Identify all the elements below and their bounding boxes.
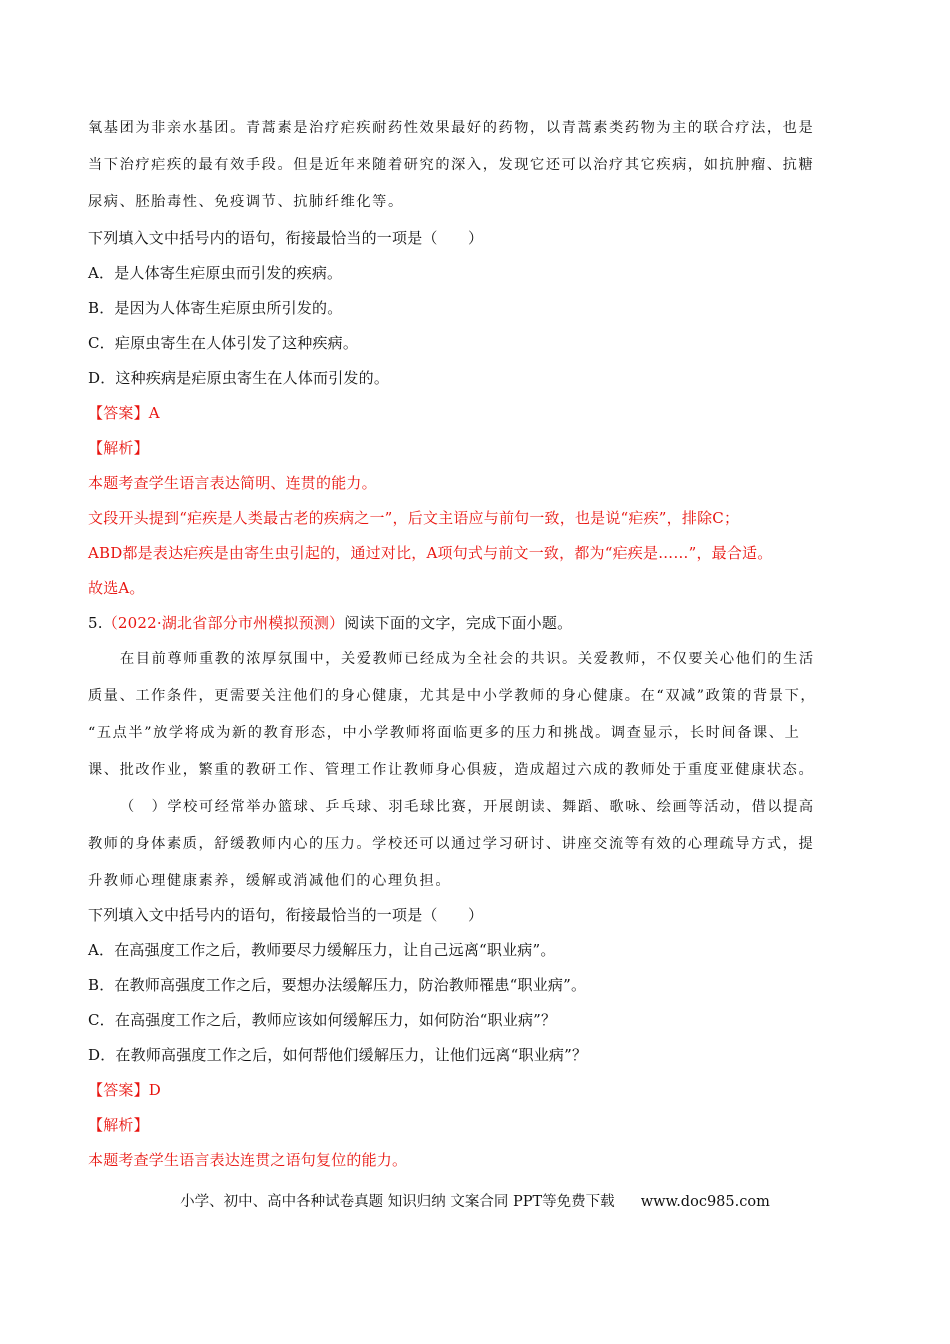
q4-analysis-line-4: 故选A。 (88, 579, 145, 597)
q5-option-b: B．在教师高强度工作之后，要想办法缓解压力，防治教师罹患“职业病”。 (88, 976, 587, 994)
q4-option-a: A．是人体寄生疟原虫而引发的疾病。 (88, 264, 343, 282)
q5-analysis-line-1: 本题考查学生语言表达连贯之语句复位的能力。 (88, 1151, 408, 1169)
q5-passage-line-6: 教师的身体素质，舒缓教师内心的压力。学校还可以通过学习研讨、讲座交流等有效的心理疏导方式，提 (88, 836, 815, 852)
footer-text: 小学、初中、高中各种试卷真题 知识归纳 文案合同 PPT等免费下载 (180, 1194, 615, 1210)
q4-question: 下列填入文中括号内的语句，衔接最恰当的一项是（ ） (88, 229, 484, 247)
page-footer (0, 1192, 950, 1212)
q5-passage-line-3: “五点半”放学将成为新的教育形态，中小学教师将面临更多的压力和挑战。调查显示，长时间备课、上 (88, 725, 801, 741)
q5-passage-line-2: 质量、工作条件，更需要关注他们的身心健康，尤其是中小学教师的身心健康。在“双减”政策的背景下， (88, 688, 817, 704)
q5-instruction: 阅读下面的文字，完成下面小题。 (344, 614, 573, 632)
q5-header (88, 613, 572, 633)
q4-option-c: C．疟原虫寄生在人体引发了这种疾病。 (88, 334, 359, 352)
q4-option-d: D．这种疾病是疟原虫寄生在人体而引发的。 (88, 369, 390, 387)
q5-passage-line-7: 升教师心理健康素养，缓解或消减他们的心理负担。 (88, 873, 452, 889)
q5-option-c: C．在高强度工作之后，教师应该如何缓解压力，如何防治“职业病”？ (88, 1011, 557, 1029)
q5-source: （2022·湖北省部分市州模拟预测） (102, 614, 345, 632)
q5-passage-line-5: （ ）学校可经常举办篮球、乒乓球、羽毛球比赛，开展朗读、舞蹈、歌咏、绘画等活动，借以提高 (120, 799, 815, 815)
q5-option-d: D．在教师高强度工作之后，如何帮他们缓解压力，让他们远离“职业病”？ (88, 1046, 588, 1064)
q5-option-a: A．在高强度工作之后，教师要尽力缓解压力，让自己远离“职业病”。 (88, 941, 556, 959)
q5-number: 5. (88, 614, 103, 632)
q4-analysis-line-1: 本题考查学生语言表达简明、连贯的能力。 (88, 474, 377, 492)
q5-question: 下列填入文中括号内的语句，衔接最恰当的一项是（ ） (88, 906, 484, 924)
q4-analysis-label: 【解析】 (88, 439, 149, 457)
footer-site-link[interactable]: www.doc985.com (640, 1194, 770, 1210)
q4-passage-line-1: 氧基团为非亲水基团。青蒿素是治疗疟疾耐药性效果最好的药物，以青蒿素类药物为主的联合疗法，也是 (88, 120, 815, 136)
q5-answer: 【答案】D (88, 1081, 162, 1099)
q4-passage-line-3: 尿病、胚胎毒性、免疫调节、抗肺纤维化等。 (88, 194, 404, 210)
q4-option-b: B．是因为人体寄生疟原虫所引发的。 (88, 299, 343, 317)
q4-analysis-line-2: 文段开头提到“疟疾是人类最古老的疾病之一”，后文主语应与前句一致，也是说“疟疾”，排除C； (88, 509, 740, 527)
q5-passage-line-1: 在目前尊师重教的浓厚氛围中，关爱教师已经成为全社会的共识。关爱教师，不仅要关心他们的生活 (120, 651, 815, 667)
q5-passage-line-4: 课、批改作业，繁重的教研工作、管理工作让教师身心俱疲，造成超过六成的教师处于重度亚健康状态。 (88, 762, 815, 778)
q4-analysis-line-3: ABD都是表达疟疾是由寄生虫引起的，通过对比，A项句式与前文一致，都为“疟疾是……”，最合适。 (88, 544, 773, 562)
q4-passage-line-2: 当下治疗疟疾的最有效手段。但是近年来随着研究的深入，发现它还可以治疗其它疾病，如抗肿瘤、抗糖 (88, 157, 815, 173)
q4-answer: 【答案】A (88, 404, 160, 422)
q5-analysis-label: 【解析】 (88, 1116, 149, 1134)
